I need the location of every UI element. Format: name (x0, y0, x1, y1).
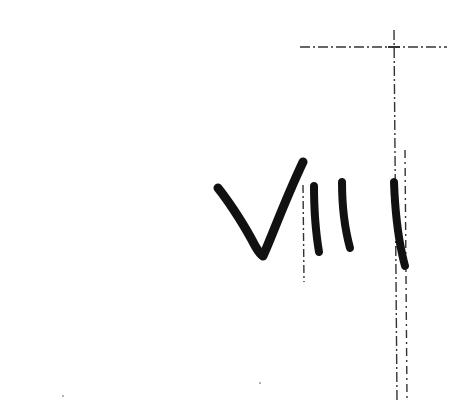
guide-vertical-main-echo (405, 150, 407, 400)
scan-specks (62, 382, 261, 397)
stroke-v (218, 162, 303, 256)
guide-lines (300, 30, 447, 400)
stroke-i-2 (342, 182, 350, 248)
stroke-i-1 (314, 186, 319, 252)
guide-vertical-short (303, 185, 304, 282)
handwritten-numeral-viii (218, 162, 405, 266)
